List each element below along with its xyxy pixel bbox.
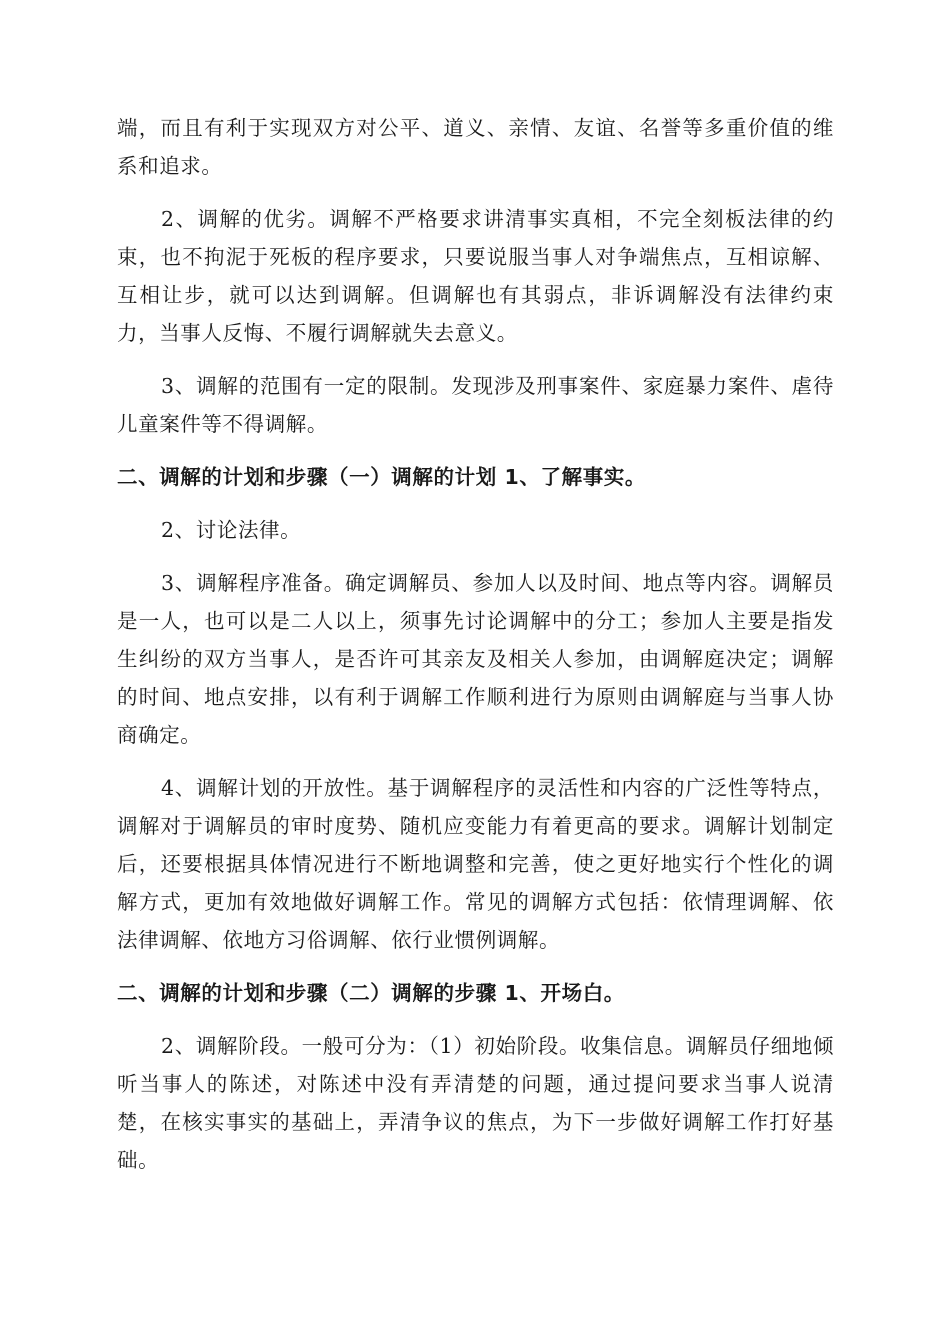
paragraph-mediation-scope: 3、调解的范围有一定的限制。发现涉及刑事案件、家庭暴力案件、虐待儿童案件等不得调解。 (117, 374, 834, 436)
paragraph-plan-openness: 4、调解计划的开放性。基于调解程序的灵活性和内容的广泛性等特点，调解对于调解员的审时度势、随机应变能力有着更高的要求。调解计划制定后，还要根据具体情况进行不断地调整和完善，使之更好地实行个性化的调解方式，更加有效地做好调解工作。常见的调解方式包括：依情理调解、依法律调解、依地方习俗调解、依行业惯例调解。 (117, 776, 834, 952)
section-heading-steps: 二、调解的计划和步骤（二）调解的步骤 1、开场白。 (117, 981, 625, 1005)
document-body (117, 109, 834, 1194)
paragraph-continuation: 端，而且有利于实现双方对公平、道义、亲情、友谊、名誉等多重价值的维系和追求。 (117, 116, 834, 178)
paragraph-discuss-law: 2、讨论法律。 (161, 518, 302, 542)
paragraph-mediation-stage: 2、调解阶段。一般可分为：（1）初始阶段。收集信息。调解员仔细地倾听当事人的陈述，对陈述中没有弄清楚的问题，通过提问要求当事人说清楚，在核实事实的基础上，弄清争议的焦点，为下一步做好调解工作打好基础。 (117, 1034, 834, 1172)
section-heading-plan: 二、调解的计划和步骤（一）调解的计划 1、了解事实。 (117, 465, 646, 489)
paragraph-procedure-preparation: 3、调解程序准备。确定调解员、参加人以及时间、地点等内容。调解员是一人，也可以是二人以上，须事先讨论调解中的分工；参加人主要是指发生纠纷的双方当事人，是否许可其亲友及相关人参加，由调解庭决定；调解的时间、地点安排，以有利于调解工作顺利进行为原则由调解庭与当事人协商确定。 (117, 571, 834, 747)
paragraph-mediation-pros-cons: 2、调解的优劣。调解不严格要求讲清事实真相，不完全刻板法律的约束，也不拘泥于死板的程序要求，只要说服当事人对争端焦点，互相谅解、互相让步，就可以达到调解。但调解也有其弱点，非诉调解没有法律约束力，当事人反悔、不履行调解就失去意义。 (117, 207, 834, 345)
